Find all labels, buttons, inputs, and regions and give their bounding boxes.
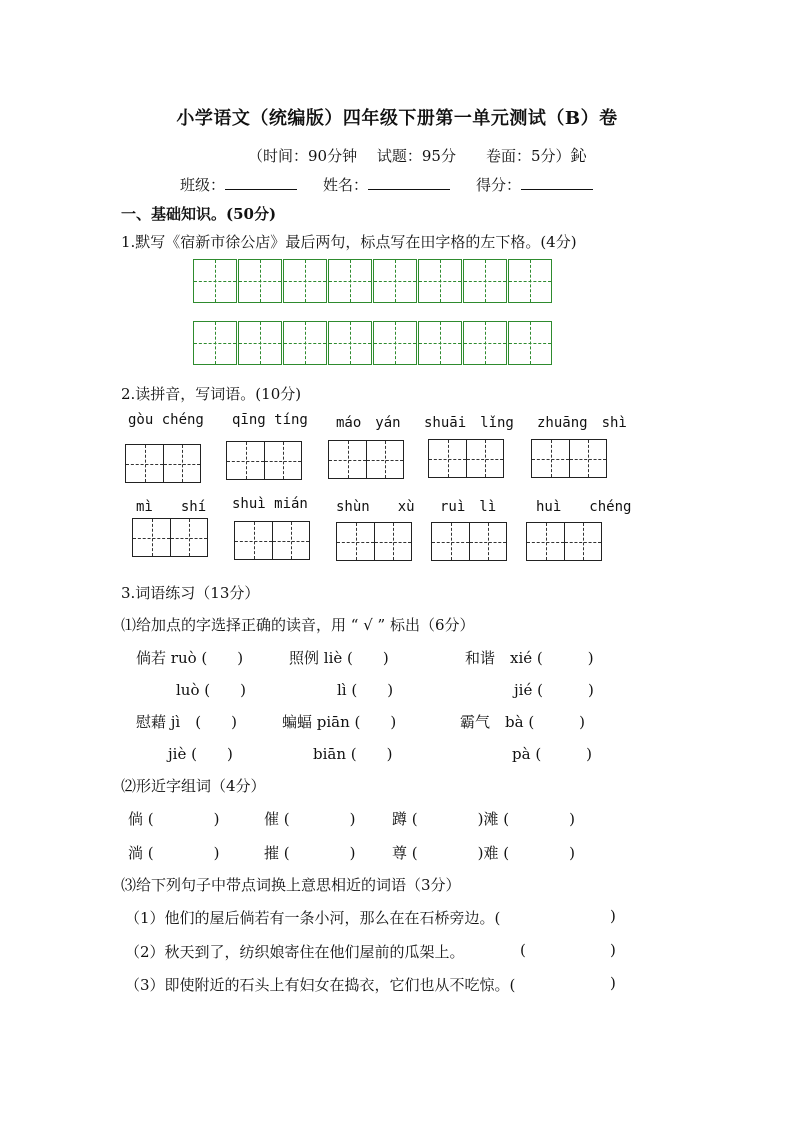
word-box-cell[interactable] <box>264 442 301 479</box>
word-group-item: 蹲 ( )滩 ( ) <box>392 810 575 828</box>
pinyin-label: mì shí <box>136 499 207 515</box>
score-blank[interactable] <box>521 175 593 190</box>
exam-meta <box>248 143 587 166</box>
pronunciation-item: jiè ( ) <box>168 745 233 763</box>
word-box <box>531 439 607 478</box>
tianzige-cell[interactable] <box>418 321 462 365</box>
word-box-cell[interactable] <box>337 523 374 560</box>
question-1: 1.默写《宿新市徐公店》最后两句，标点写在田字格的左下格。(4分) <box>121 233 577 251</box>
tianzige-cell[interactable] <box>373 321 417 365</box>
pinyin-label: gòu chéng <box>128 412 204 428</box>
pinyin-label: ruì lì <box>440 499 497 515</box>
word-box-cell[interactable] <box>466 440 503 477</box>
tianzige-cell[interactable] <box>238 321 282 365</box>
pronunciation-item: luò ( ) <box>176 681 246 699</box>
class-label: 班级： <box>180 176 226 194</box>
pinyin-label: shuāi lǐng <box>424 415 514 431</box>
word-box-cell[interactable] <box>569 440 606 477</box>
word-group-item: 尊 ( )难 ( ) <box>392 844 575 862</box>
pronunciation-item: 霸气 bà ( ) <box>460 713 586 731</box>
word-box <box>336 522 412 561</box>
pinyin-label: zhuāng shì <box>537 415 627 431</box>
section-heading: 一、基础知识。(50分) <box>121 205 277 223</box>
word-box-cell[interactable] <box>374 523 411 560</box>
word-box-cell[interactable] <box>429 440 466 477</box>
pronunciation-item: biān ( ) <box>313 745 393 763</box>
tianzige-cell[interactable] <box>373 259 417 303</box>
pinyin-label: huì chéng <box>536 499 632 515</box>
pronunciation-item: 和谐 xié ( ) <box>465 649 594 667</box>
name-blank[interactable] <box>368 175 450 190</box>
tianzige-row-1 <box>193 259 553 303</box>
question-3-2: ⑵形近字组词（4分） <box>121 777 266 795</box>
name-label: 姓名： <box>323 176 369 194</box>
word-box-cell[interactable] <box>432 523 469 560</box>
synonym-close-paren: ) <box>610 907 616 925</box>
tianzige-cell[interactable] <box>193 259 237 303</box>
tianzige-cell[interactable] <box>193 321 237 365</box>
tianzige-cell[interactable] <box>328 259 372 303</box>
pronunciation-item: 倘若 ruò ( ) <box>136 649 244 667</box>
word-box <box>431 522 507 561</box>
tianzige-row-2 <box>193 321 553 365</box>
pinyin-label: shuì mián <box>232 496 308 512</box>
pronunciation-item: 慰藉 jì ( ) <box>136 713 237 731</box>
tianzige-cell[interactable] <box>283 321 327 365</box>
pinyin-label: shùn xù <box>336 499 415 515</box>
word-box <box>526 522 602 561</box>
pinyin-label: qīng tíng <box>232 412 308 428</box>
student-info <box>180 174 619 195</box>
exam-meta-text: （时间：90分钟 试题：95分 卷面：5分） <box>248 147 571 165</box>
word-box-cell[interactable] <box>532 440 569 477</box>
word-box-cell[interactable] <box>170 519 207 556</box>
question-2: 2.读拼音，写词语。(10分) <box>121 385 302 403</box>
synonym-sentence: （1）他们的屋后倘若有一条小河，那么在在石桥旁边。( <box>125 909 501 927</box>
tianzige-cell[interactable] <box>508 259 552 303</box>
word-box-cell[interactable] <box>469 523 506 560</box>
pronunciation-item: lì ( ) <box>337 681 394 699</box>
tianzige-cell[interactable] <box>283 259 327 303</box>
pinyin-label: máo yán <box>336 415 401 431</box>
pronunciation-item: 照例 liè ( ) <box>289 649 389 667</box>
class-blank[interactable] <box>225 175 297 190</box>
word-box-cell[interactable] <box>527 523 564 560</box>
pronunciation-item: 蝙蝠 piān ( ) <box>282 713 397 731</box>
tianzige-cell[interactable] <box>463 321 507 365</box>
word-box-cell[interactable] <box>329 441 366 478</box>
pronunciation-item: pà ( ) <box>512 745 593 763</box>
synonym-close-paren: ) <box>610 974 616 992</box>
tianzige-cell[interactable] <box>328 321 372 365</box>
synonym-sentence: （2）秋天到了，纺织娘寄住在他们屋前的瓜架上。 <box>125 943 465 961</box>
word-box <box>234 521 310 560</box>
word-group-item: 催 ( ) <box>264 810 356 828</box>
question-3-3: ⑶给下列句子中带点词换上意思相近的词语（3分） <box>121 876 461 894</box>
word-box-cell[interactable] <box>366 441 403 478</box>
word-box-cell[interactable] <box>227 442 264 479</box>
synonym-open-paren: ( <box>520 941 526 959</box>
pronunciation-item: jié ( ) <box>514 681 594 699</box>
score-label: 得分： <box>476 176 522 194</box>
word-box <box>125 444 201 483</box>
word-box-cell[interactable] <box>235 522 272 559</box>
word-box-cell[interactable] <box>126 445 163 482</box>
question-3-1: ⑴给加点的字选择正确的读音，用 “ √ ” 标出（6分） <box>121 616 475 634</box>
tianzige-cell[interactable] <box>418 259 462 303</box>
word-group-item: 淌 ( ) <box>128 844 220 862</box>
word-box <box>428 439 504 478</box>
word-group-item: 摧 ( ) <box>264 844 356 862</box>
tianzige-cell[interactable] <box>238 259 282 303</box>
tianzige-cell[interactable] <box>508 321 552 365</box>
question-3: 3.词语练习（13分） <box>121 584 260 602</box>
page-title: 小学语文（统编版）四年级下册第一单元测试（B）卷 <box>176 108 618 129</box>
word-box-cell[interactable] <box>564 523 601 560</box>
synonym-close-paren: ) <box>610 941 616 959</box>
exam-meta-tail: 鈊 <box>570 146 587 165</box>
synonym-sentence: （3）即使附近的石头上有妇女在捣衣，它们也从不吃惊。( <box>125 976 516 994</box>
word-box-cell[interactable] <box>272 522 309 559</box>
word-box <box>328 440 404 479</box>
word-box-cell[interactable] <box>163 445 200 482</box>
word-box-cell[interactable] <box>133 519 170 556</box>
word-group-item: 倘 ( ) <box>128 810 220 828</box>
word-box <box>226 441 302 480</box>
word-box <box>132 518 208 557</box>
tianzige-cell[interactable] <box>463 259 507 303</box>
